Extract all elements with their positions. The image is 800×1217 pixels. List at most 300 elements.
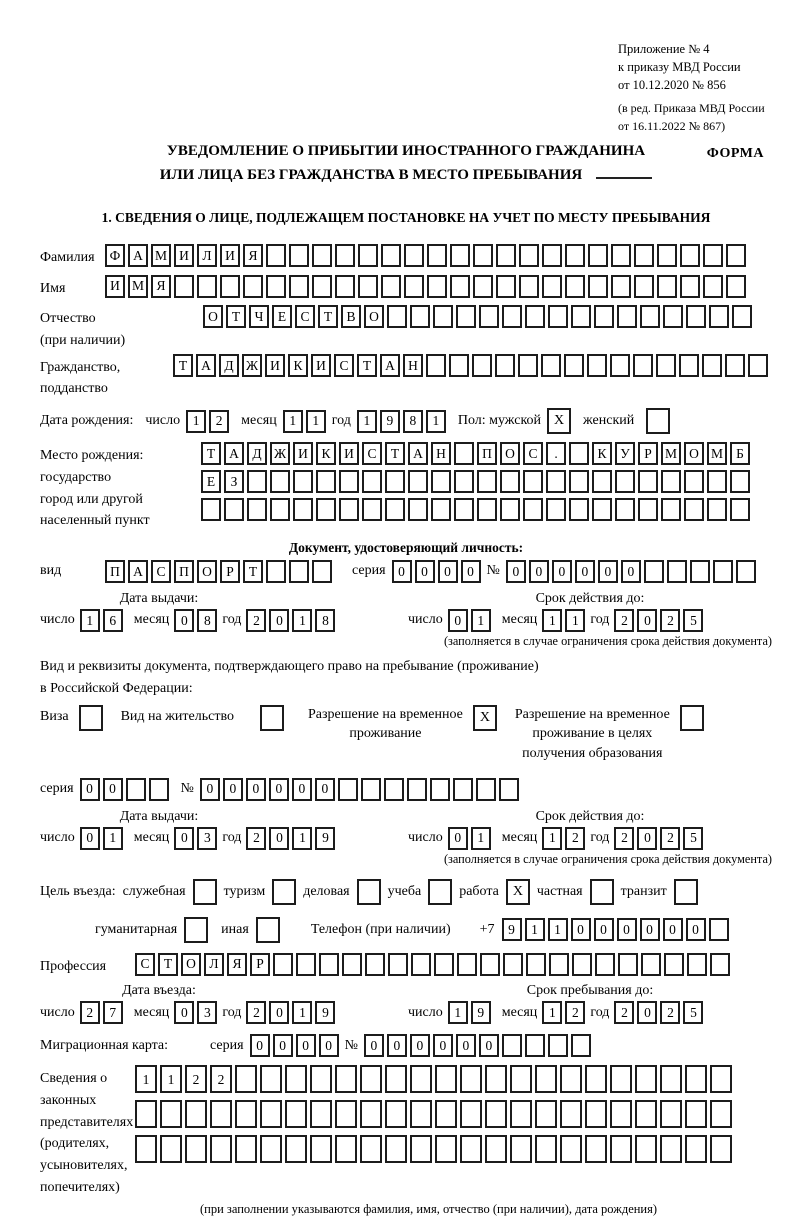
char-cell[interactable] bbox=[197, 275, 217, 298]
char-cell[interactable]: 2 bbox=[210, 1065, 232, 1093]
char-cell[interactable] bbox=[500, 470, 520, 493]
char-cell[interactable] bbox=[535, 1135, 557, 1163]
purpose-tourism-checkbox[interactable] bbox=[272, 879, 296, 905]
char-cell[interactable] bbox=[523, 498, 543, 521]
char-cell[interactable] bbox=[312, 244, 332, 267]
purpose-business-checkbox[interactable] bbox=[357, 879, 381, 905]
char-cell[interactable]: 2 bbox=[660, 827, 680, 850]
char-cell[interactable] bbox=[644, 560, 664, 583]
char-cell[interactable]: О bbox=[364, 305, 384, 328]
char-cell[interactable] bbox=[660, 1065, 682, 1093]
char-cell[interactable] bbox=[335, 1100, 357, 1128]
char-cell[interactable]: А bbox=[408, 442, 428, 465]
purpose-humanitarian-checkbox[interactable] bbox=[184, 917, 208, 943]
char-cell[interactable]: О bbox=[684, 442, 704, 465]
char-cell[interactable]: Т bbox=[201, 442, 221, 465]
char-cell[interactable]: А bbox=[224, 442, 244, 465]
char-cell[interactable] bbox=[635, 1065, 657, 1093]
char-cell[interactable] bbox=[335, 1135, 357, 1163]
purpose-study-checkbox[interactable] bbox=[428, 879, 452, 905]
char-cell[interactable]: 9 bbox=[380, 410, 400, 433]
char-cell[interactable] bbox=[185, 1100, 207, 1128]
char-cell[interactable] bbox=[685, 1100, 707, 1128]
char-cell[interactable] bbox=[358, 275, 378, 298]
char-cell[interactable] bbox=[450, 275, 470, 298]
char-cell[interactable] bbox=[548, 1034, 568, 1057]
char-cell[interactable] bbox=[338, 778, 358, 801]
char-cell[interactable]: Н bbox=[431, 442, 451, 465]
char-cell[interactable]: 0 bbox=[637, 827, 657, 850]
char-cell[interactable]: 5 bbox=[683, 609, 703, 632]
char-cell[interactable]: 0 bbox=[598, 560, 618, 583]
char-cell[interactable]: З bbox=[224, 470, 244, 493]
char-cell[interactable] bbox=[571, 1034, 591, 1057]
char-cell[interactable] bbox=[185, 1135, 207, 1163]
char-cell[interactable]: 6 bbox=[103, 609, 123, 632]
char-cell[interactable] bbox=[381, 244, 401, 267]
char-cell[interactable] bbox=[709, 305, 729, 328]
char-cell[interactable] bbox=[260, 1135, 282, 1163]
char-cell[interactable]: 0 bbox=[269, 827, 289, 850]
char-cell[interactable] bbox=[358, 244, 378, 267]
char-cell[interactable] bbox=[564, 354, 584, 377]
char-cell[interactable] bbox=[710, 1135, 732, 1163]
char-cell[interactable] bbox=[560, 1065, 582, 1093]
char-cell[interactable] bbox=[560, 1135, 582, 1163]
char-cell[interactable] bbox=[548, 305, 568, 328]
visa-checkbox[interactable] bbox=[79, 705, 103, 731]
char-cell[interactable] bbox=[174, 275, 194, 298]
char-cell[interactable]: 0 bbox=[319, 1034, 339, 1057]
char-cell[interactable] bbox=[726, 275, 746, 298]
char-cell[interactable]: У bbox=[615, 442, 635, 465]
char-cell[interactable]: 1 bbox=[160, 1065, 182, 1093]
char-cell[interactable]: 5 bbox=[683, 1001, 703, 1024]
char-cell[interactable] bbox=[611, 244, 631, 267]
char-cell[interactable] bbox=[404, 275, 424, 298]
char-cell[interactable] bbox=[709, 918, 729, 941]
temp-permit-checkbox[interactable]: X bbox=[473, 705, 497, 731]
char-cell[interactable] bbox=[485, 1065, 507, 1093]
char-cell[interactable]: Т bbox=[243, 560, 263, 583]
char-cell[interactable]: 2 bbox=[565, 827, 585, 850]
char-cell[interactable] bbox=[660, 1135, 682, 1163]
char-cell[interactable]: 1 bbox=[525, 918, 545, 941]
char-cell[interactable] bbox=[430, 778, 450, 801]
char-cell[interactable] bbox=[385, 1135, 407, 1163]
char-cell[interactable] bbox=[641, 953, 661, 976]
char-cell[interactable]: 0 bbox=[80, 827, 100, 850]
char-cell[interactable]: С bbox=[135, 953, 155, 976]
char-cell[interactable]: 0 bbox=[594, 918, 614, 941]
char-cell[interactable] bbox=[385, 498, 405, 521]
char-cell[interactable] bbox=[686, 305, 706, 328]
char-cell[interactable]: А bbox=[128, 560, 148, 583]
char-cell[interactable]: И bbox=[220, 244, 240, 267]
char-cell[interactable] bbox=[495, 354, 515, 377]
char-cell[interactable] bbox=[610, 1135, 632, 1163]
char-cell[interactable] bbox=[595, 953, 615, 976]
char-cell[interactable] bbox=[571, 305, 591, 328]
char-cell[interactable] bbox=[335, 275, 355, 298]
char-cell[interactable] bbox=[546, 498, 566, 521]
char-cell[interactable]: 2 bbox=[185, 1065, 207, 1093]
char-cell[interactable]: 0 bbox=[433, 1034, 453, 1057]
char-cell[interactable] bbox=[266, 560, 286, 583]
char-cell[interactable] bbox=[569, 498, 589, 521]
char-cell[interactable] bbox=[270, 498, 290, 521]
char-cell[interactable] bbox=[433, 305, 453, 328]
char-cell[interactable]: 0 bbox=[223, 778, 243, 801]
char-cell[interactable] bbox=[732, 305, 752, 328]
char-cell[interactable] bbox=[289, 244, 309, 267]
char-cell[interactable]: 0 bbox=[250, 1034, 270, 1057]
char-cell[interactable] bbox=[710, 1065, 732, 1093]
char-cell[interactable]: 0 bbox=[246, 778, 266, 801]
char-cell[interactable] bbox=[615, 498, 635, 521]
char-cell[interactable] bbox=[638, 498, 658, 521]
char-cell[interactable] bbox=[339, 470, 359, 493]
char-cell[interactable]: 2 bbox=[614, 1001, 634, 1024]
char-cell[interactable]: 0 bbox=[410, 1034, 430, 1057]
char-cell[interactable] bbox=[426, 354, 446, 377]
purpose-transit-checkbox[interactable] bbox=[674, 879, 698, 905]
char-cell[interactable] bbox=[725, 354, 745, 377]
char-cell[interactable] bbox=[572, 953, 592, 976]
char-cell[interactable]: 1 bbox=[471, 609, 491, 632]
char-cell[interactable]: 1 bbox=[542, 827, 562, 850]
char-cell[interactable] bbox=[710, 1100, 732, 1128]
char-cell[interactable]: О bbox=[197, 560, 217, 583]
char-cell[interactable] bbox=[542, 275, 562, 298]
char-cell[interactable] bbox=[702, 354, 722, 377]
char-cell[interactable] bbox=[663, 305, 683, 328]
purpose-private-checkbox[interactable] bbox=[590, 879, 614, 905]
char-cell[interactable] bbox=[427, 244, 447, 267]
char-cell[interactable] bbox=[523, 470, 543, 493]
char-cell[interactable]: 0 bbox=[448, 609, 468, 632]
char-cell[interactable] bbox=[588, 275, 608, 298]
char-cell[interactable] bbox=[610, 1100, 632, 1128]
char-cell[interactable] bbox=[456, 305, 476, 328]
char-cell[interactable]: 3 bbox=[197, 827, 217, 850]
char-cell[interactable] bbox=[657, 275, 677, 298]
char-cell[interactable]: 0 bbox=[103, 778, 123, 801]
char-cell[interactable]: 9 bbox=[315, 827, 335, 850]
char-cell[interactable] bbox=[525, 305, 545, 328]
char-cell[interactable]: И bbox=[293, 442, 313, 465]
char-cell[interactable] bbox=[410, 305, 430, 328]
char-cell[interactable] bbox=[502, 1034, 522, 1057]
char-cell[interactable]: 1 bbox=[80, 609, 100, 632]
char-cell[interactable]: 0 bbox=[315, 778, 335, 801]
char-cell[interactable] bbox=[634, 275, 654, 298]
char-cell[interactable] bbox=[285, 1100, 307, 1128]
char-cell[interactable] bbox=[565, 244, 585, 267]
char-cell[interactable]: П bbox=[105, 560, 125, 583]
char-cell[interactable]: 1 bbox=[283, 410, 303, 433]
char-cell[interactable] bbox=[569, 470, 589, 493]
char-cell[interactable] bbox=[435, 1065, 457, 1093]
char-cell[interactable]: 0 bbox=[640, 918, 660, 941]
char-cell[interactable] bbox=[316, 470, 336, 493]
char-cell[interactable] bbox=[560, 1100, 582, 1128]
char-cell[interactable] bbox=[310, 1100, 332, 1128]
char-cell[interactable]: Д bbox=[247, 442, 267, 465]
char-cell[interactable] bbox=[476, 778, 496, 801]
char-cell[interactable] bbox=[385, 470, 405, 493]
char-cell[interactable] bbox=[736, 560, 756, 583]
char-cell[interactable] bbox=[477, 498, 497, 521]
char-cell[interactable]: 0 bbox=[663, 918, 683, 941]
char-cell[interactable]: 0 bbox=[621, 560, 641, 583]
char-cell[interactable]: Ж bbox=[242, 354, 262, 377]
char-cell[interactable]: 2 bbox=[565, 1001, 585, 1024]
char-cell[interactable]: 1 bbox=[292, 1001, 312, 1024]
char-cell[interactable] bbox=[480, 953, 500, 976]
char-cell[interactable]: 1 bbox=[542, 609, 562, 632]
char-cell[interactable] bbox=[362, 470, 382, 493]
char-cell[interactable]: 0 bbox=[269, 778, 289, 801]
char-cell[interactable]: К bbox=[592, 442, 612, 465]
char-cell[interactable] bbox=[713, 560, 733, 583]
char-cell[interactable]: 0 bbox=[448, 827, 468, 850]
char-cell[interactable] bbox=[541, 354, 561, 377]
char-cell[interactable] bbox=[635, 1135, 657, 1163]
char-cell[interactable]: 0 bbox=[529, 560, 549, 583]
char-cell[interactable]: Е bbox=[272, 305, 292, 328]
char-cell[interactable] bbox=[610, 354, 630, 377]
char-cell[interactable]: 0 bbox=[292, 778, 312, 801]
char-cell[interactable] bbox=[360, 1135, 382, 1163]
char-cell[interactable]: А bbox=[128, 244, 148, 267]
char-cell[interactable]: Т bbox=[226, 305, 246, 328]
char-cell[interactable]: 0 bbox=[506, 560, 526, 583]
char-cell[interactable] bbox=[410, 1100, 432, 1128]
char-cell[interactable]: 9 bbox=[471, 1001, 491, 1024]
char-cell[interactable] bbox=[404, 244, 424, 267]
char-cell[interactable] bbox=[661, 470, 681, 493]
char-cell[interactable] bbox=[661, 498, 681, 521]
char-cell[interactable]: М bbox=[707, 442, 727, 465]
char-cell[interactable] bbox=[680, 275, 700, 298]
char-cell[interactable]: 2 bbox=[80, 1001, 100, 1024]
char-cell[interactable] bbox=[310, 1135, 332, 1163]
char-cell[interactable]: О bbox=[203, 305, 223, 328]
char-cell[interactable] bbox=[748, 354, 768, 377]
char-cell[interactable]: Т bbox=[318, 305, 338, 328]
char-cell[interactable]: 8 bbox=[403, 410, 423, 433]
char-cell[interactable]: В bbox=[341, 305, 361, 328]
char-cell[interactable]: С bbox=[151, 560, 171, 583]
char-cell[interactable]: 0 bbox=[392, 560, 412, 583]
char-cell[interactable] bbox=[634, 244, 654, 267]
char-cell[interactable]: 3 bbox=[197, 1001, 217, 1024]
char-cell[interactable]: 2 bbox=[660, 609, 680, 632]
char-cell[interactable] bbox=[510, 1065, 532, 1093]
char-cell[interactable] bbox=[656, 354, 676, 377]
char-cell[interactable]: 0 bbox=[456, 1034, 476, 1057]
char-cell[interactable] bbox=[385, 1100, 407, 1128]
char-cell[interactable] bbox=[435, 1100, 457, 1128]
char-cell[interactable] bbox=[638, 470, 658, 493]
char-cell[interactable] bbox=[519, 244, 539, 267]
char-cell[interactable]: И bbox=[105, 275, 125, 298]
char-cell[interactable] bbox=[201, 498, 221, 521]
char-cell[interactable] bbox=[273, 953, 293, 976]
char-cell[interactable]: Я bbox=[227, 953, 247, 976]
char-cell[interactable]: 0 bbox=[296, 1034, 316, 1057]
char-cell[interactable] bbox=[312, 275, 332, 298]
char-cell[interactable]: Д bbox=[219, 354, 239, 377]
char-cell[interactable] bbox=[618, 953, 638, 976]
char-cell[interactable] bbox=[235, 1065, 257, 1093]
char-cell[interactable] bbox=[407, 778, 427, 801]
char-cell[interactable]: 9 bbox=[315, 1001, 335, 1024]
char-cell[interactable] bbox=[657, 244, 677, 267]
char-cell[interactable] bbox=[685, 1065, 707, 1093]
char-cell[interactable] bbox=[266, 275, 286, 298]
char-cell[interactable] bbox=[450, 244, 470, 267]
char-cell[interactable] bbox=[500, 498, 520, 521]
char-cell[interactable]: 2 bbox=[246, 609, 266, 632]
char-cell[interactable] bbox=[312, 560, 332, 583]
char-cell[interactable]: 0 bbox=[174, 609, 194, 632]
char-cell[interactable] bbox=[615, 470, 635, 493]
char-cell[interactable] bbox=[510, 1135, 532, 1163]
char-cell[interactable]: 2 bbox=[246, 1001, 266, 1024]
char-cell[interactable] bbox=[135, 1135, 157, 1163]
char-cell[interactable] bbox=[680, 244, 700, 267]
char-cell[interactable] bbox=[454, 498, 474, 521]
char-cell[interactable]: 9 bbox=[502, 918, 522, 941]
char-cell[interactable] bbox=[243, 275, 263, 298]
char-cell[interactable]: 1 bbox=[306, 410, 326, 433]
char-cell[interactable] bbox=[224, 498, 244, 521]
char-cell[interactable] bbox=[525, 1034, 545, 1057]
char-cell[interactable]: 1 bbox=[448, 1001, 468, 1024]
char-cell[interactable]: С bbox=[295, 305, 315, 328]
char-cell[interactable] bbox=[362, 498, 382, 521]
char-cell[interactable] bbox=[427, 275, 447, 298]
char-cell[interactable] bbox=[684, 498, 704, 521]
char-cell[interactable] bbox=[410, 1065, 432, 1093]
char-cell[interactable] bbox=[546, 470, 566, 493]
char-cell[interactable] bbox=[460, 1065, 482, 1093]
char-cell[interactable] bbox=[730, 498, 750, 521]
purpose-other-checkbox[interactable] bbox=[256, 917, 280, 943]
char-cell[interactable]: 1 bbox=[542, 1001, 562, 1024]
char-cell[interactable] bbox=[535, 1100, 557, 1128]
char-cell[interactable] bbox=[565, 275, 585, 298]
char-cell[interactable]: 0 bbox=[617, 918, 637, 941]
char-cell[interactable] bbox=[408, 470, 428, 493]
char-cell[interactable]: 5 bbox=[683, 827, 703, 850]
char-cell[interactable] bbox=[335, 1065, 357, 1093]
char-cell[interactable]: 0 bbox=[637, 609, 657, 632]
char-cell[interactable] bbox=[285, 1065, 307, 1093]
char-cell[interactable] bbox=[235, 1100, 257, 1128]
sex-female-checkbox[interactable] bbox=[646, 408, 670, 434]
char-cell[interactable] bbox=[434, 953, 454, 976]
char-cell[interactable]: 0 bbox=[479, 1034, 499, 1057]
char-cell[interactable]: Я bbox=[243, 244, 263, 267]
char-cell[interactable]: О bbox=[500, 442, 520, 465]
char-cell[interactable]: И bbox=[265, 354, 285, 377]
char-cell[interactable]: 8 bbox=[197, 609, 217, 632]
char-cell[interactable] bbox=[519, 275, 539, 298]
char-cell[interactable] bbox=[431, 470, 451, 493]
char-cell[interactable] bbox=[542, 244, 562, 267]
char-cell[interactable]: И bbox=[311, 354, 331, 377]
char-cell[interactable] bbox=[460, 1100, 482, 1128]
char-cell[interactable] bbox=[485, 1100, 507, 1128]
char-cell[interactable]: А bbox=[196, 354, 216, 377]
char-cell[interactable] bbox=[703, 244, 723, 267]
char-cell[interactable] bbox=[126, 778, 146, 801]
char-cell[interactable] bbox=[460, 1135, 482, 1163]
char-cell[interactable] bbox=[365, 953, 385, 976]
char-cell[interactable]: 0 bbox=[269, 609, 289, 632]
char-cell[interactable] bbox=[316, 498, 336, 521]
char-cell[interactable]: . bbox=[546, 442, 566, 465]
char-cell[interactable] bbox=[388, 953, 408, 976]
char-cell[interactable] bbox=[360, 1065, 382, 1093]
char-cell[interactable] bbox=[247, 498, 267, 521]
char-cell[interactable] bbox=[385, 1065, 407, 1093]
purpose-work-checkbox[interactable]: X bbox=[506, 879, 530, 905]
char-cell[interactable]: С bbox=[523, 442, 543, 465]
char-cell[interactable] bbox=[477, 470, 497, 493]
edu-permit-checkbox[interactable] bbox=[680, 705, 704, 731]
char-cell[interactable]: 0 bbox=[686, 918, 706, 941]
char-cell[interactable]: Т bbox=[158, 953, 178, 976]
char-cell[interactable] bbox=[479, 305, 499, 328]
char-cell[interactable] bbox=[703, 275, 723, 298]
char-cell[interactable]: 0 bbox=[80, 778, 100, 801]
char-cell[interactable] bbox=[710, 953, 730, 976]
char-cell[interactable] bbox=[667, 560, 687, 583]
char-cell[interactable] bbox=[454, 442, 474, 465]
char-cell[interactable] bbox=[485, 1135, 507, 1163]
char-cell[interactable]: 0 bbox=[438, 560, 458, 583]
char-cell[interactable] bbox=[266, 244, 286, 267]
char-cell[interactable]: Р bbox=[220, 560, 240, 583]
char-cell[interactable] bbox=[707, 470, 727, 493]
char-cell[interactable] bbox=[549, 953, 569, 976]
char-cell[interactable] bbox=[535, 1065, 557, 1093]
char-cell[interactable] bbox=[247, 470, 267, 493]
char-cell[interactable] bbox=[296, 953, 316, 976]
char-cell[interactable] bbox=[453, 778, 473, 801]
char-cell[interactable] bbox=[160, 1100, 182, 1128]
char-cell[interactable] bbox=[293, 498, 313, 521]
char-cell[interactable]: 2 bbox=[660, 1001, 680, 1024]
char-cell[interactable] bbox=[633, 354, 653, 377]
char-cell[interactable] bbox=[270, 470, 290, 493]
char-cell[interactable]: 0 bbox=[273, 1034, 293, 1057]
char-cell[interactable] bbox=[610, 1065, 632, 1093]
char-cell[interactable] bbox=[135, 1100, 157, 1128]
char-cell[interactable]: 0 bbox=[552, 560, 572, 583]
char-cell[interactable]: 1 bbox=[292, 827, 312, 850]
char-cell[interactable]: С bbox=[362, 442, 382, 465]
char-cell[interactable]: Л bbox=[197, 244, 217, 267]
char-cell[interactable]: 8 bbox=[315, 609, 335, 632]
char-cell[interactable] bbox=[220, 275, 240, 298]
char-cell[interactable] bbox=[635, 1100, 657, 1128]
char-cell[interactable]: 1 bbox=[426, 410, 446, 433]
